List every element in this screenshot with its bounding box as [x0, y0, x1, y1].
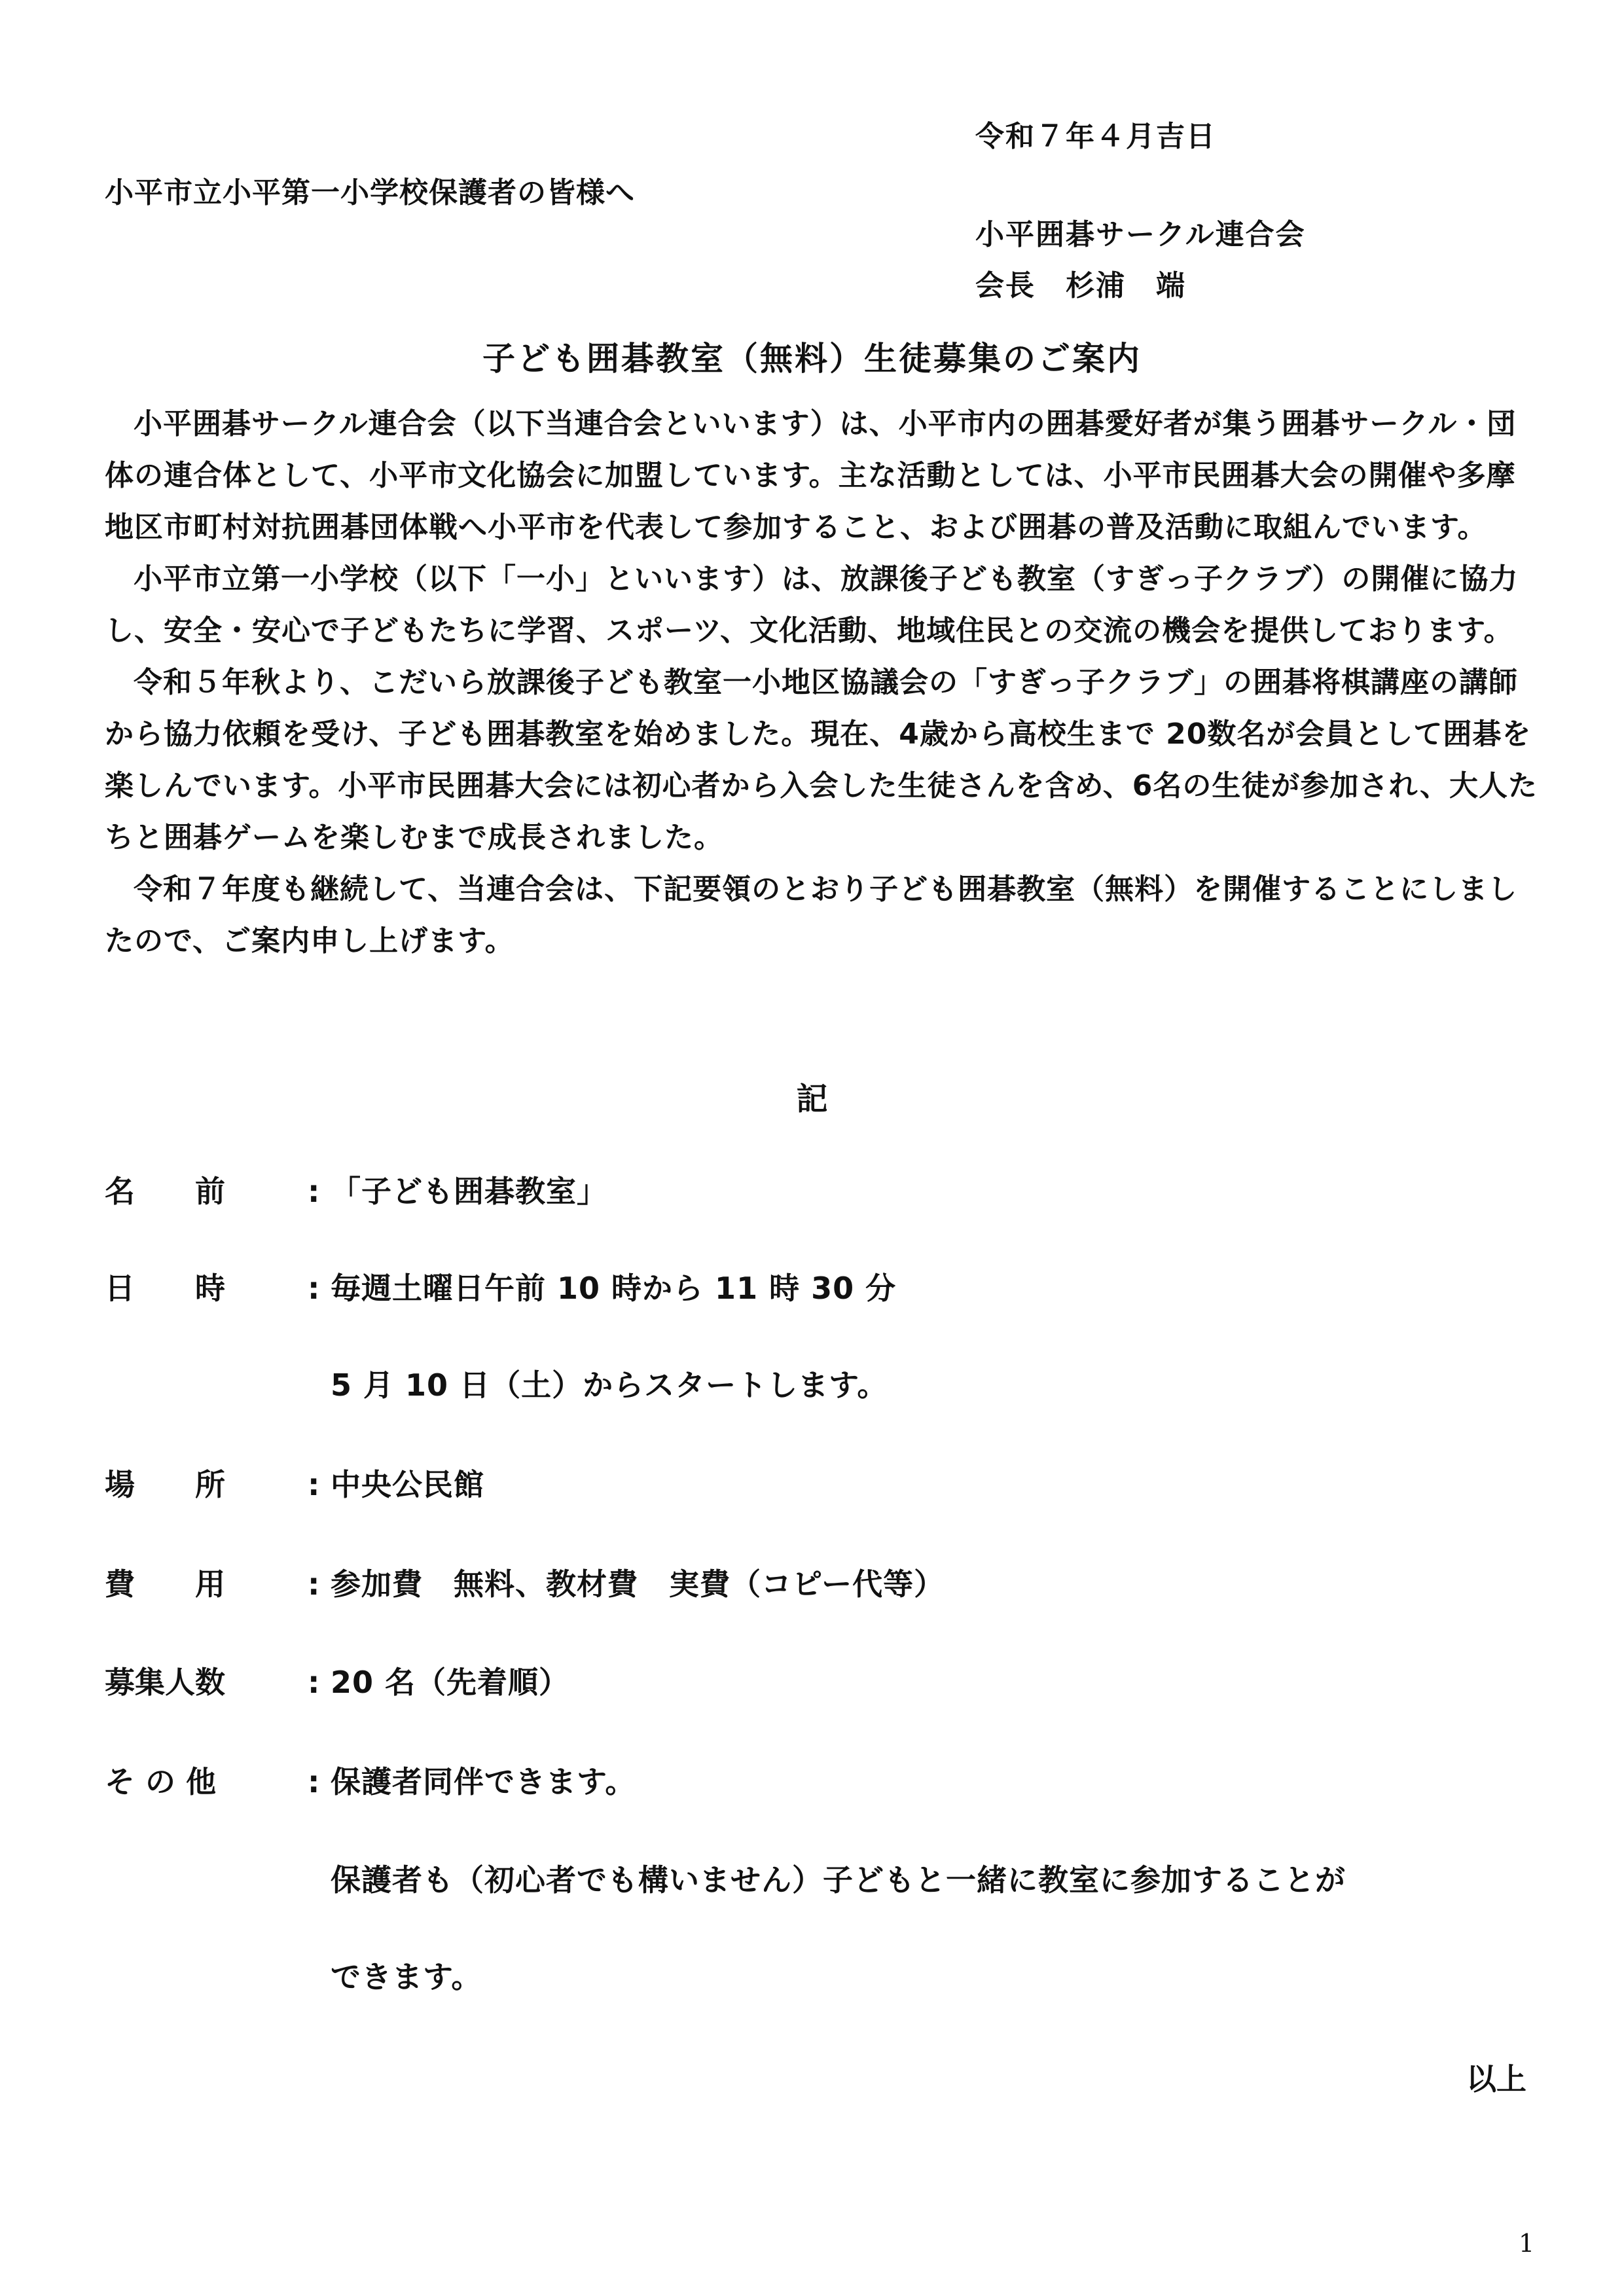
detail-separator: : — [308, 1764, 320, 1799]
detail-label: 場 所 — [105, 1467, 225, 1502]
detail-separator: : — [308, 1467, 320, 1502]
detail-label: 募集人数 — [105, 1665, 225, 1700]
detail-note-start-date: 5 月 10 日（土）からスタートします。 — [331, 1367, 888, 1403]
detail-label: 日 時 — [105, 1271, 225, 1306]
detail-value: 参加費 無料、教材費 実費（コピー代等） — [331, 1566, 945, 1602]
sender-name: 会長 杉浦 端 — [975, 269, 1186, 302]
detail-value: 保護者同伴できます。 — [331, 1764, 636, 1799]
detail-value: 中央公民館 — [331, 1467, 484, 1502]
ki-heading: 記 — [796, 1081, 828, 1117]
detail-value: 20 名（先着順） — [331, 1665, 570, 1700]
intro-paragraph: 令和７年度も継続して、当連合会は、下記要領のとおり子ども囲碁教室（無料）を開催することにしましたので、ご案内申し上げます。 — [105, 873, 1518, 958]
intro-paragraph: 小平囲碁サークル連合会（以下当連合会といいます）は、小平市内の囲碁愛好者が集う囲碁サークル・団体の連合体として、小平市文化協会に加盟しています。主な活動としては、小平市民囲碁大会の開催や多摩地区市町村対抗囲碁団体戦へ小平市を代表して参加すること、および囲碁の普及活動に取組んでいます。 — [105, 407, 1517, 544]
intro-paragraph: 令和５年秋より、こだいら放課後子ども教室一小地区協議会の「すぎっ子クラブ」の囲碁将棋講座の講師から協力依頼を受け、子ども囲碁教室を始めました。現在、4歳から高校生まで 20数名が会員として囲碁を楽しんでいます。小平市民囲碁大会には初心者から入会した生徒さんを含め、6名の生徒が参加され、大人たちと囲碁ゲームを楽しむまで成長されました。 — [105, 666, 1538, 854]
document-title: 子ども囲碁教室（無料）生徒募集のご案内 — [482, 340, 1142, 378]
intro-body — [105, 398, 1545, 967]
detail-separator: : — [308, 1174, 320, 1209]
detail-separator: : — [308, 1566, 320, 1602]
recipient-line: 小平市立小平第一小学校保護者の皆様へ — [105, 176, 635, 209]
detail-label: 名 前 — [105, 1174, 225, 1209]
detail-separator: : — [308, 1665, 320, 1700]
detail-value: 毎週土曜日午前 10 時から 11 時 30 分 — [331, 1271, 897, 1306]
detail-value: 「子ども囲碁教室」 — [331, 1174, 607, 1209]
detail-label: そ の 他 — [105, 1764, 217, 1799]
detail-note-guardian-cont: できます。 — [331, 1959, 482, 1995]
document-date: 令和７年４月吉日 — [975, 120, 1216, 153]
page-number: 1 — [1519, 2229, 1535, 2258]
detail-label: 費 用 — [105, 1566, 225, 1602]
detail-separator: : — [308, 1271, 320, 1306]
detail-note-guardian: 保護者も（初心者でも構いません）子どもと一緒に教室に参加することが — [331, 1862, 1346, 1898]
sender-organization: 小平囲碁サークル連合会 — [975, 218, 1306, 251]
intro-paragraph: 小平市立第一小学校（以下「一小」といいます）は、放課後子ども教室（すぎっ子クラブ）の開催に協力し、安全・安心で子どもたちに学習、スポーツ、文化活動、地域住民との交流の機会を提供しております。 — [105, 562, 1519, 647]
closing-mark: 以上 — [1466, 2061, 1526, 2097]
